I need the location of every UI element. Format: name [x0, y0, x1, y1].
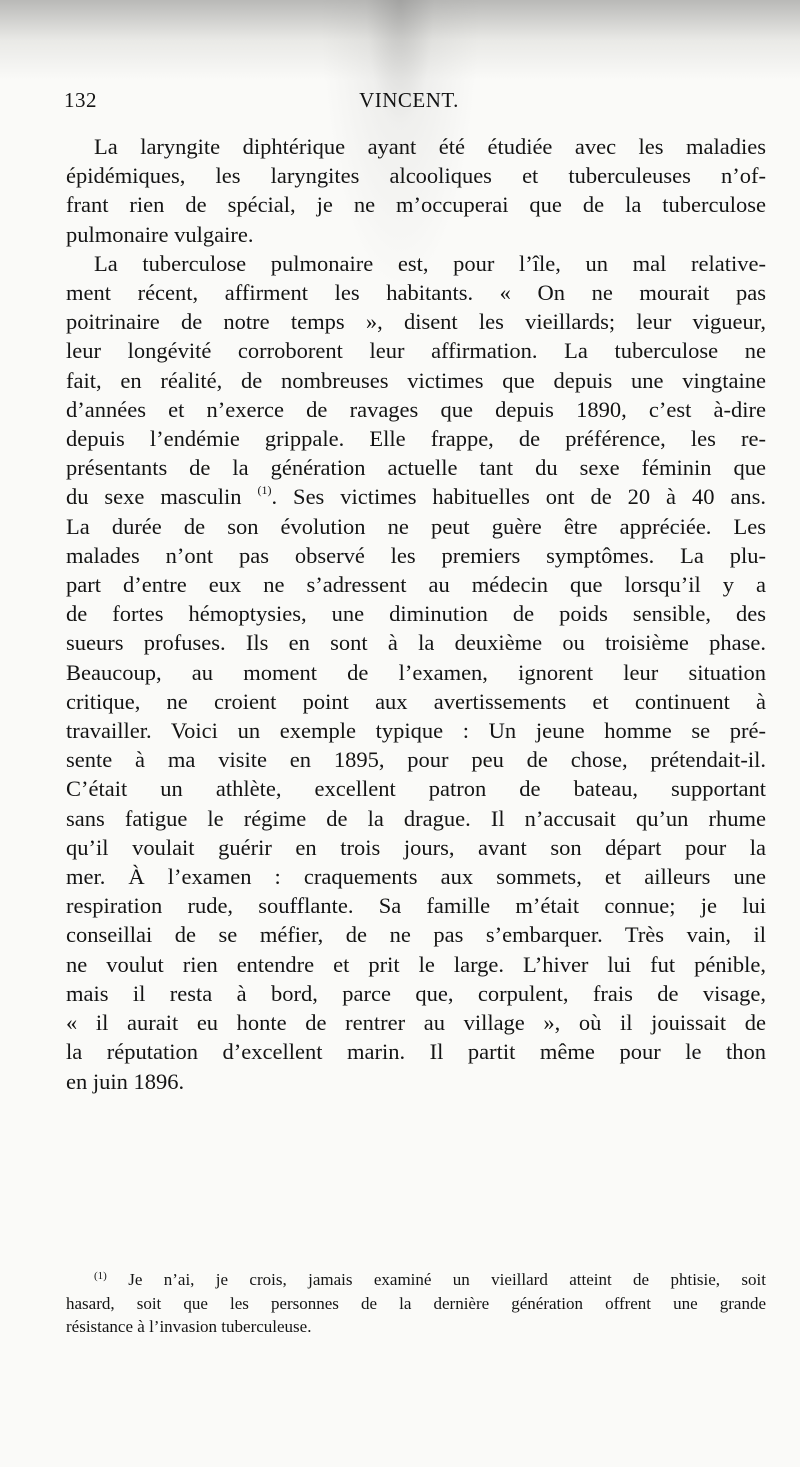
text-line: La laryngite diphtérique ayant été étudiée avec les maladies — [94, 134, 766, 159]
text-line: pulmonaire vulgaire. — [66, 221, 254, 247]
running-head — [64, 88, 754, 116]
footnote-line: résistance à l’invasion tuberculeuse. — [66, 1317, 312, 1336]
text-line: leur longévité corroborent leur affirmation. La tuberculose ne — [66, 338, 766, 364]
text-line: critique, ne croient point aux avertissements et continuent à — [66, 688, 766, 714]
page-number: 132 — [64, 88, 97, 112]
text-fragment: du sexe masculin — [66, 484, 258, 510]
text-line: depuis l’endémie grippale. Elle frappe, de préférence, les re- — [66, 426, 766, 452]
text-line: en juin 1896. — [66, 1068, 185, 1094]
text-line: sente à ma visite en 1895, pour peu de chose, prétendait-il. — [66, 747, 766, 773]
text-line: poitrinaire de notre temps », disent les vieillards; leur vigueur, — [66, 309, 766, 335]
text-line: C’était un athlète, excellent patron de bateau, supportant — [66, 776, 766, 802]
text-line: ne voulut rien entendre et prit le large. L’hiver lui fut pénible, — [66, 951, 766, 977]
footnote-line — [66, 1268, 766, 1292]
text-line: qu’il voulait guérir en trois jours, avant son départ pour la — [66, 834, 766, 860]
text-line: fait, en réalité, de nombreuses victimes que depuis une vingtaine — [66, 367, 766, 393]
text-line: ment récent, affirment les habitants. « On ne mourait pas — [66, 280, 766, 306]
text-line: malades n’ont pas observé les premiers symptômes. La plu- — [66, 542, 766, 568]
footnote-line: hasard, soit que les personnes de la dernière génération offrent une grande — [66, 1293, 766, 1313]
running-head-title: VINCENT. — [359, 88, 459, 112]
text-fragment: Je n’ai, je crois, jamais examiné un vieillard atteint de phtisie, soit — [106, 1270, 766, 1289]
text-line: présentants de la génération actuelle tant du sexe féminin que — [66, 455, 766, 481]
text-line: mer. À l’examen : craquements aux sommets, et ailleurs une — [66, 864, 766, 890]
text-fragment: . Ses victimes habituelles ont de 20 à 40 ans. — [271, 484, 766, 510]
text-line: La durée de son évolution ne peut guère être appréciée. Les — [66, 513, 766, 539]
footnote — [66, 1268, 766, 1339]
text-line: « il aurait eu honte de rentrer au village », où il jouissait de — [66, 1010, 766, 1036]
paragraph-1 — [66, 132, 766, 249]
text-line: respiration rude, soufflante. Sa famille m’était connue; je lui — [66, 893, 766, 919]
body-text — [66, 132, 766, 1096]
text-line: frant rien de spécial, je ne m’occuperai que de la tuberculose — [66, 192, 766, 218]
text-line: d’années et n’exerce de ravages que depuis 1890, c’est à-dire — [66, 396, 766, 422]
text-line: mais il resta à bord, parce que, corpulent, frais de visage, — [66, 980, 766, 1006]
text-line: travailler. Voici un exemple typique : Un jeune homme se pré- — [66, 718, 766, 744]
text-line: la réputation d’excellent marin. Il partit même pour le thon — [66, 1039, 766, 1065]
footnote-marker: (1) — [94, 1270, 107, 1282]
text-line: sans fatigue le régime de la drague. Il n’accusait qu’un rhume — [66, 805, 766, 831]
text-line: sueurs profuses. Ils en sont à la deuxième ou troisième phase. — [66, 630, 766, 656]
text-line: La tuberculose pulmonaire est, pour l’île, un mal relative- — [94, 250, 766, 276]
text-line: conseillai de se méfier, de ne pas s’embarquer. Très vain, il — [66, 922, 766, 948]
text-line: de fortes hémoptysies, une diminution de poids sensible, des — [66, 601, 766, 627]
text-line: épidémiques, les laryngites alcooliques et tuberculeuses n’of- — [66, 163, 766, 189]
text-line-with-footnote-ref — [66, 482, 766, 511]
footnote-reference[interactable]: (1) — [257, 483, 272, 498]
text-line: part d’entre eux ne s’adressent au médecin que lorsqu’il y a — [66, 572, 766, 598]
text-line: Beaucoup, au moment de l’examen, ignorent leur situation — [66, 659, 766, 685]
paragraph-2 — [66, 249, 766, 1096]
